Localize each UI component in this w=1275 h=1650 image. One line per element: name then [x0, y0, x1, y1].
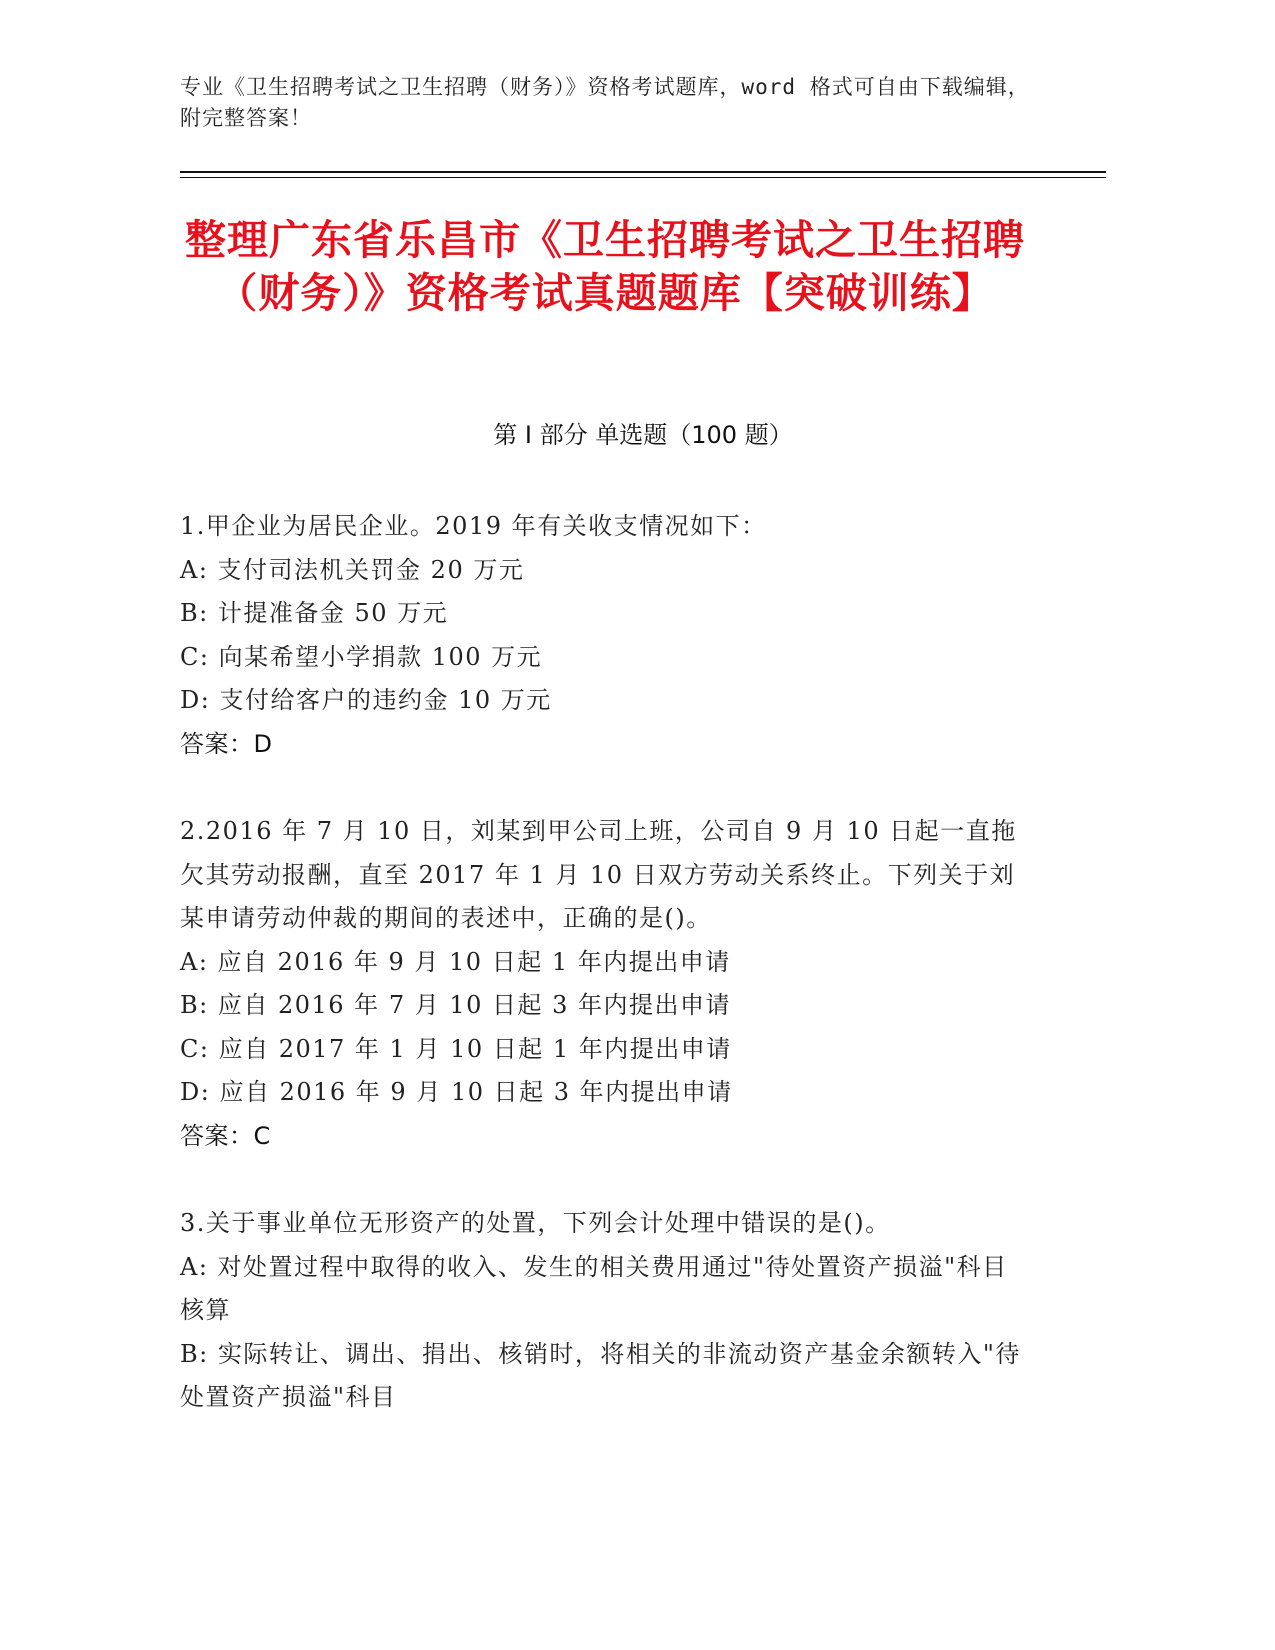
option-c: C: 应自 2017 年 1 月 10 日起 1 年内提出申请	[180, 1034, 732, 1063]
option-a: A: 对处置过程中取得的收入、发生的相关费用通过"待处置资产损溢"科目核算	[180, 1252, 1008, 1324]
header-rule-thin	[180, 177, 1106, 178]
option-d: D: 支付给客户的违约金 10 万元	[180, 686, 552, 714]
answer-label: 答案：C	[180, 1121, 271, 1150]
question-stem: 2.2016 年 7 月 10 日，刘某到甲公司上班，公司自 9 月 10 日起一直拖欠其劳动报酬，直至 2017 年 1 月 10 日双方劳动关系终止。下列关于刘某申请劳动仲裁的期间的表述中，正确的是()。	[180, 817, 1017, 932]
header-rule-thick	[180, 171, 1106, 173]
header-note: 专业《卫生招聘考试之卫生招聘（财务）》资格考试题库，word 格式可自由下载编辑，附完整答案！	[180, 75, 1030, 130]
question-list	[180, 505, 1025, 1464]
question-1	[180, 505, 1025, 766]
document-title: 整理广东省乐昌市《卫生招聘考试之卫生招聘（财务）》资格考试真题题库【突破训练】	[185, 216, 1025, 317]
option-c: C: 向某希望小学捐款 100 万元	[180, 642, 543, 671]
question-2	[180, 810, 1025, 1158]
option-d: D: 应自 2016 年 9 月 10 日起 3 年内提出申请	[180, 1078, 733, 1106]
option-b: B: 实际转让、调出、捐出、核销时，将相关的非流动资产基金余额转入"待处置资产损溢"科目	[180, 1339, 1021, 1411]
question-stem: 1.甲企业为居民企业。2019 年有关收支情况如下：	[180, 512, 767, 540]
answer-label: 答案：D	[180, 729, 273, 758]
option-b: B: 计提准备金 50 万元	[180, 599, 449, 627]
question-3	[180, 1202, 1025, 1420]
option-a: A: 支付司法机关罚金 20 万元	[180, 555, 525, 584]
option-a: A: 应自 2016 年 9 月 10 日起 1 年内提出申请	[180, 947, 731, 976]
section-title: 第 I 部分 单选题（100 题）	[493, 421, 793, 449]
question-stem: 3.关于事业单位无形资产的处置，下列会计处理中错误的是()。	[180, 1209, 891, 1237]
option-b: B: 应自 2016 年 7 月 10 日起 3 年内提出申请	[180, 991, 732, 1019]
